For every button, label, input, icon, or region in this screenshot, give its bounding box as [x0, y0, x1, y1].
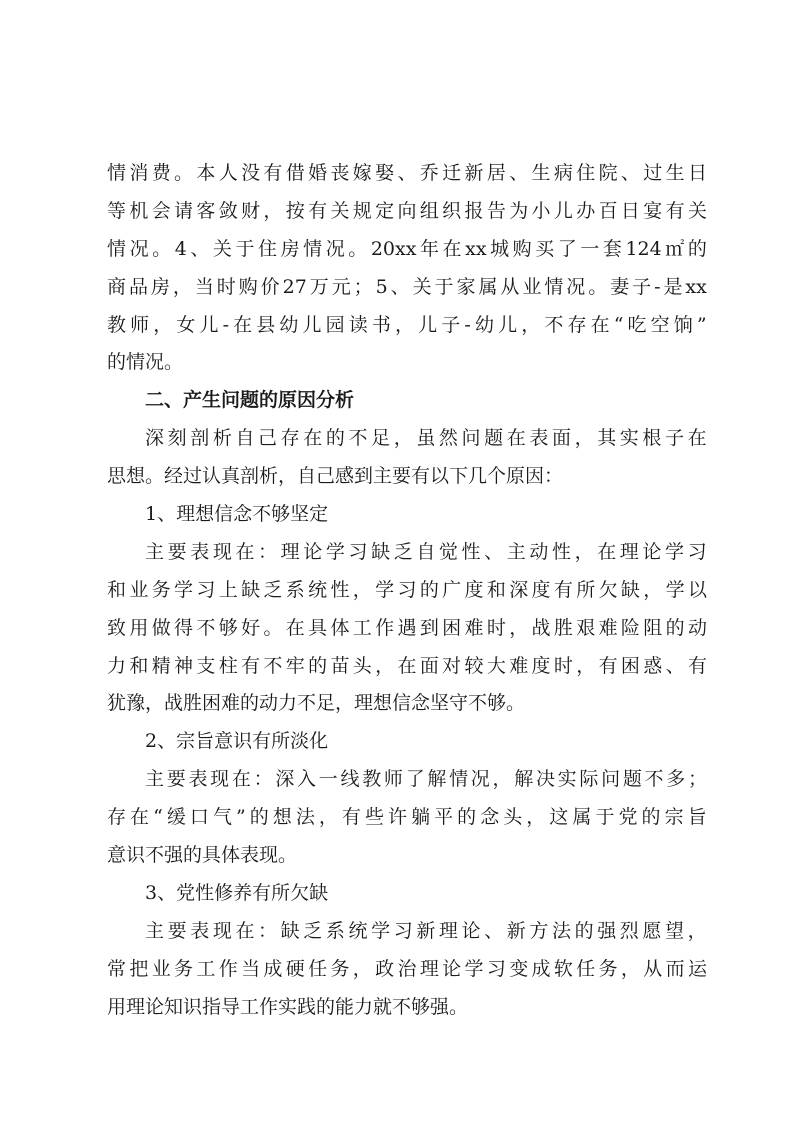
text-line: 情 况 。 4 、 关 于 住 房 情 况 。 20xx 年 在 xx 城 购 买 了 一 套 124 ㎡ 的: [107, 237, 707, 260]
text-line: 意识不强的具体表现。: [107, 844, 298, 867]
text-line: 和 业 务 学 习 上 缺 乏 系 统 性 ， 学 习 的 广 度 和 深 度 有 所 欠 缺 ， 学 以: [107, 578, 707, 601]
text-line: 2、宗旨意识有所淡化: [145, 730, 329, 753]
text-line: 教 师 ， 女 儿 - 在 县 幼 儿 园 读 书 ， 儿 子 - 幼 儿 ， 不 存 在 “ 吃 空 饷 ”: [107, 313, 707, 336]
text-line: 深 刻 剖 析 自 己 存 在 的 不 足 ， 虽 然 问 题 在 表 面 ， 其 实 根 子 在: [145, 427, 707, 450]
text-line: 力 和 精 神 支 柱 有 不 牢 的 苗 头 ， 在 面 对 较 大 难 度 时 ， 有 困 惑 、 有: [107, 654, 707, 677]
text-line: 等 机 会 请 客 敛 财 ， 按 有 关 规 定 向 组 织 报 告 为 小 儿 办 百 日 宴 有 关: [107, 199, 707, 222]
document-body: [107, 155, 707, 1026]
text-line: 情 消 费 。 本 人 没 有 借 婚 丧 嫁 娶 、 乔 迁 新 居 、 生 病 住 院 、 过 生 日: [107, 162, 707, 184]
text-line: 犹豫，战胜困难的动力不足，理想信念坚守不够。: [107, 692, 526, 715]
text-line: 主 要 表 现 在 ： 深 入 一 线 教 师 了 解 情 况 ， 解 决 实 际 问 题 不 多 ；: [145, 768, 707, 791]
text-line: 思想。经过认真剖析，自己感到主要有以下几个原因：: [107, 465, 564, 488]
text-line: 主 要 表 现 在 ： 缺 乏 系 统 学 习 新 理 论 、 新 方 法 的 强 烈 愿 望 ，: [145, 919, 707, 942]
section-heading: 二、产生问题的原因分析: [145, 389, 355, 412]
text-line: 3、党性修养有所欠缺: [145, 881, 329, 904]
text-line: 的情况。: [107, 351, 184, 374]
text-line: 1、理想信念不够坚定: [145, 503, 329, 526]
text-line: 商 品 房 ， 当 时 购 价 27 万 元 ； 5 、 关 于 家 属 从 业 情 况 。 妻 子 - 是 xx: [107, 275, 707, 298]
text-line: 致 用 做 得 不 够 好 。 在 具 体 工 作 遇 到 困 难 时 ， 战 胜 艰 难 险 阻 的 动: [107, 616, 707, 639]
text-line: 用理论知识指导工作实践的能力就不够强。: [107, 995, 469, 1018]
text-line: 主 要 表 现 在 ： 理 论 学 习 缺 乏 自 觉 性 、 主 动 性 ， 在 理 论 学 习: [145, 540, 707, 563]
text-line: 存 在 “ 缓 口 气 ” 的 想 法 ， 有 些 许 躺 平 的 念 头 ， 这 属 于 党 的 宗 旨: [107, 806, 707, 829]
text-line: 常 把 业 务 工 作 当 成 硬 任 务 ， 政 治 理 论 学 习 变 成 软 任 务 ， 从 而 运: [107, 957, 707, 980]
